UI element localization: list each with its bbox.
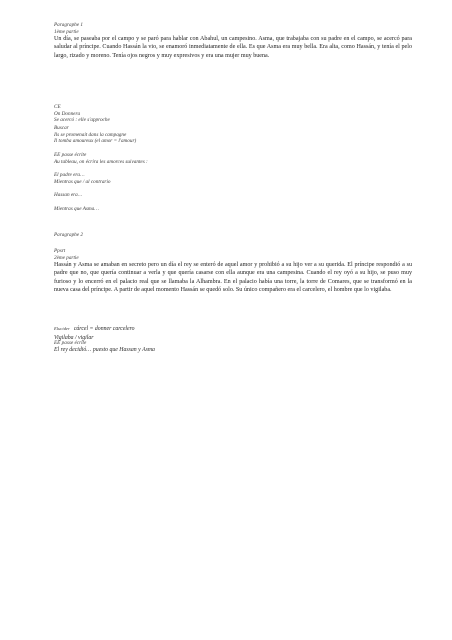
notes-block-2 [54,317,412,342]
notes-block-ee [54,152,412,165]
note-se-promenait: Ils se promenait dans la campagne [54,131,127,138]
note-mientras-1: Mientras que / al contrario [54,178,111,185]
note-hassan: Hassan era… [54,192,83,198]
notes-block-mientras [54,206,412,213]
section-2-heading: Paragraphe 2 [54,232,83,238]
section-2-paragraph: Hassán y Asma se amaban en secreto pero un día el rey se enteró de aquel amor y prohibió a su hijo ver a su querida. El príncipe respondió a su padre que no, que quería continuar a verla y que quería casarse con ella aunque era una campesina. Cuando el rey oyó a su hijo, se puso muy furioso y lo encerró en el palacio real que se llamaba la Alhambra. En el palacio había una torre, la torre de Comares, que se transformó en la nueva casa del príncipe. A partir de aquel momento Hassán se quedó solo. Su único compañero era el carcelero, el hombre que lo vigilaba. [54,262,412,293]
note-ee-sub: Au tableau, on écrira les amorces suivantes : [54,158,148,165]
note-ce: CE [54,104,61,110]
note-il-tomba: Il tomba amoureux (el amor = l'amour) [54,138,137,145]
section-2-subheading: 2ème partie [54,254,79,261]
notes-block-buscar [54,125,412,145]
note-ee-title: EE passe écrite [54,152,87,158]
note-rey-decidio: El rey decidió… puesto que Hassan y Asma [54,346,155,353]
section-1-heading: Paragraphe 1 [54,22,83,28]
notes-block-ee-2 [54,340,412,354]
section-2-ppsrt: Ppsrt [54,248,66,254]
note-elucider-rest: cárcel = donner carcelero [73,326,135,332]
section-2 [54,248,412,294]
note-vigilaba: Vigilaba / vigilar [54,335,94,341]
note-ee-title-2: EE passe écrite [54,340,87,346]
note-elucider-prefix: Elucider [54,326,70,331]
note-on-donnera: On Donnera [54,110,81,117]
note-se-acerco: Se acercó : elle s'approche [54,117,110,124]
section-1 [54,22,412,60]
note-mientras-2: Mientras que Asma… [54,206,99,212]
section-1-subheading: 1ème partie [54,28,79,35]
note-buscar: Buscar [54,125,69,131]
note-elucider-line [54,317,412,335]
note-padre: El padre era… [54,172,85,178]
section-1-paragraph: Un día, se paseaba por el campo y se paró para hablar con Abahul, un campesino. Asma, que trabajaba con su padre en el campo, se acercó para saludar al príncipe. Cuando Hassán la vio, se enamoró inmediatamente de ella. Es que Asma era muy bella. Era alta, como Hassán, y tenía el pelo largo, rizado y moreno. Tenía ojos negros y muy expresivos y era una mujer muy buena. [54,36,412,59]
notes-block-hassan [54,192,412,199]
notes-block-padre [54,172,412,185]
notes-block-1 [54,104,412,124]
section-2-heading-block [54,232,412,239]
